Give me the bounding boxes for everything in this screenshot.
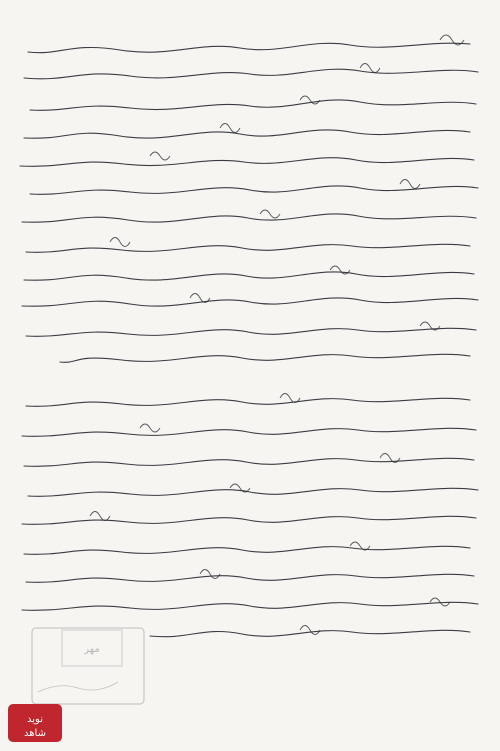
svg-text:شاهد: شاهد: [24, 728, 46, 739]
navid-shahed-logo: [6, 700, 64, 746]
faded-stamp: [28, 622, 148, 710]
svg-text:نوید: نوید: [27, 714, 43, 725]
svg-text:مهر: مهر: [84, 644, 100, 655]
